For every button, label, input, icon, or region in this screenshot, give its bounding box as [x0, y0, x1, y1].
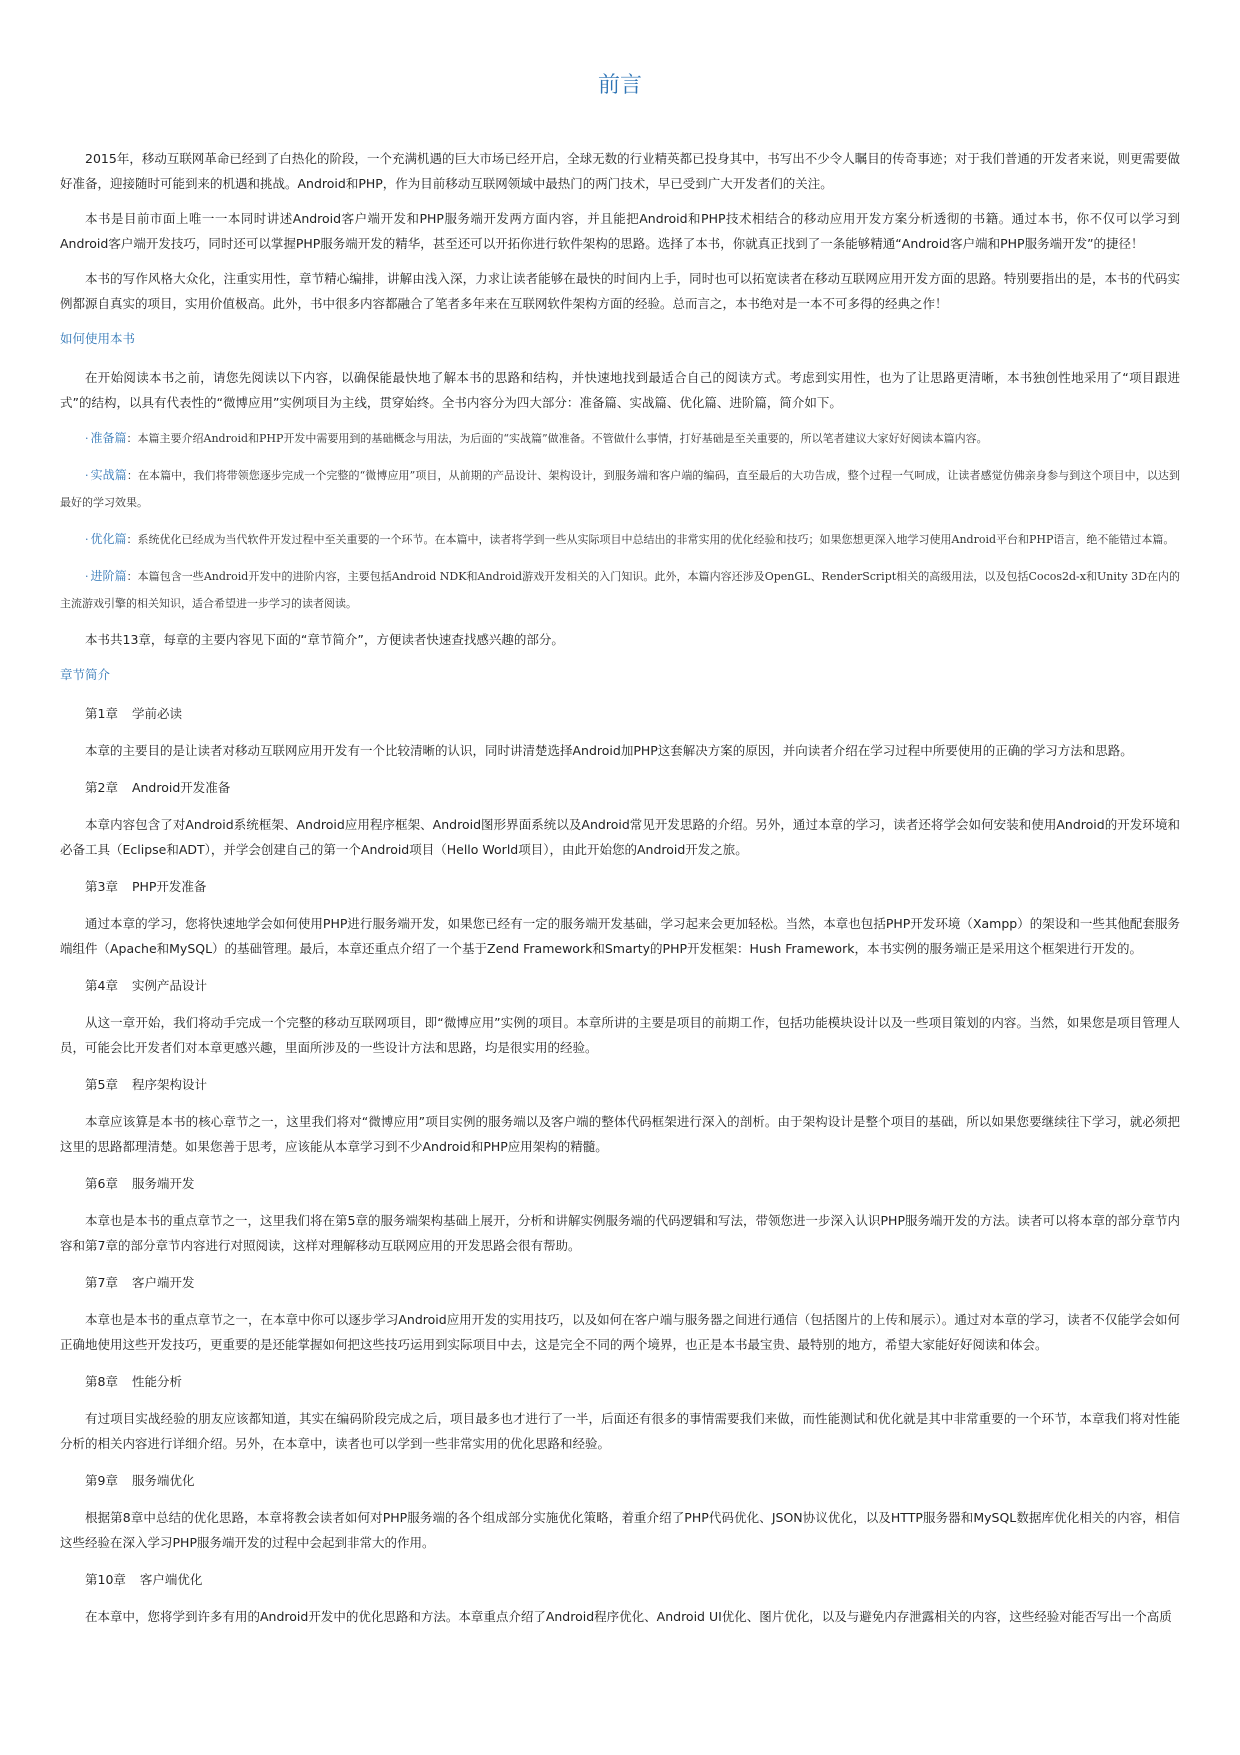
- chapter-name: 客户端开发: [131, 1275, 195, 1290]
- chapter-description: 通过本章的学习，您将快速地学会如何使用PHP进行服务端开发，如果您已经有一定的服务端开发基础，学习起来会更加轻松。当然，本章也包括PHP开发环境（Xampp）的架设和一些其他配套服务端组件（Apache和MySQL）的基础管理。最后，本章还重点介绍了一个基于Zend Framework和Smarty的PHP开发框架：Hush Framework，本书实例的服务端正是采用这个框架进行开发的。: [60, 916, 1180, 956]
- chapter-number: 第3章: [85, 879, 118, 894]
- part-item: [60, 462, 1180, 516]
- chapter-name: 服务端优化: [131, 1473, 195, 1488]
- chapter-number: 第1章: [85, 706, 118, 721]
- document-page: [60, 0, 1180, 1641]
- bullet-icon: ·: [85, 432, 89, 445]
- part-text: 本篇主要介绍Android和PHP开发中需要用到的基础概念与用法，为后面的“实战篇”做准备。不管做什么事情，打好基础是至关重要的，所以笔者建议大家好好阅读本篇内容。: [137, 432, 988, 445]
- part-separator: ：: [126, 432, 138, 445]
- chapter-name: 客户端优化: [139, 1572, 203, 1587]
- section-heading-chapters: 章节简介: [60, 667, 111, 682]
- chapter-title: [60, 775, 1180, 800]
- part-name: 准备篇: [90, 431, 127, 445]
- chapter-title: [60, 1072, 1180, 1097]
- chapter-number: 第6章: [85, 1176, 118, 1191]
- bullet-icon: ·: [85, 469, 89, 482]
- chapter-description: 本章内容包含了对Android系统框架、Android应用程序框架、Android图形界面系统以及Android常见开发思路的介绍。另外，通过本章的学习，读者还将学会如何安装和使用Android的开发环境和必备工具（Eclipse和ADT），并学会创建自己的第一个Android项目（Hello World项目），由此开始您的Android开发之旅。: [60, 817, 1180, 857]
- chapter-number: 第2章: [85, 780, 118, 795]
- chapter-title: [60, 973, 1180, 998]
- part-item: [60, 526, 1180, 553]
- intro-paragraph: 本书的写作风格大众化，注重实用性，章节精心编排，讲解由浅入深，力求让读者能够在最快的时间内上手，同时也可以拓宽读者在移动互联网应用开发方面的思路。特别要指出的是，本书的代码实例都源自真实的项目，实用价值极高。此外，书中很多内容都融合了笔者多年来在互联网软件架构方面的经验。总而言之，本书绝对是一本不可多得的经典之作！: [60, 271, 1180, 311]
- chapter-name: 学前必读: [131, 706, 182, 721]
- part-item: [60, 425, 1180, 452]
- chapter-title: [60, 1369, 1180, 1394]
- chapter-name: 服务端开发: [131, 1176, 195, 1191]
- bullet-icon: ·: [85, 570, 89, 583]
- chapter-title: [60, 1468, 1180, 1493]
- part-name: 进阶篇: [90, 569, 127, 583]
- chapter-number: 第9章: [85, 1473, 118, 1488]
- intro-paragraph: 2015年，移动互联网革命已经到了白热化的阶段，一个充满机遇的巨大市场已经开启，全球无数的行业精英都已投身其中，书写出不少令人瞩目的传奇事迹；对于我们普通的开发者来说，则更需要做好准备，迎接随时可能到来的机遇和挑战。Android和PHP，作为目前移动互联网领域中最热门的两门技术，早已受到广大开发者们的关注。: [60, 151, 1180, 191]
- part-separator: ：: [126, 570, 138, 583]
- chapter-description: 在本章中，您将学到许多有用的Android开发中的优化思路和方法。本章重点介绍了Android程序优化、Android UI优化、图片优化，以及与避免内存泄露相关的内容，这些经验对能否写出一个高质: [85, 1609, 1172, 1624]
- part-name: 优化篇: [90, 532, 127, 546]
- intro-paragraph: 本书是目前市面上唯一一本同时讲述Android客户端开发和PHP服务端开发两方面内容，并且能把Android和PHP技术相结合的移动应用开发方案分析透彻的书籍。通过本书，你不仅可以学习到Android客户端开发技巧，同时还可以掌握PHP服务端开发的精华，甚至还可以开拓你进行软件架构的思路。选择了本书，你就真正找到了一条能够精通“Android客户端和PHP服务端开发”的捷径！: [60, 211, 1180, 251]
- chapter-name: PHP开发准备: [131, 879, 207, 894]
- chapter-name: 实例产品设计: [131, 978, 207, 993]
- chapter-title: [60, 701, 1180, 726]
- intro-section: [60, 146, 1180, 316]
- chapter-description: 从这一章开始，我们将动手完成一个完整的移动互联网项目，即“微博应用”实例的项目。本章所讲的主要是项目的前期工作，包括功能模块设计以及一些项目策划的内容。当然，如果您是项目管理人员，可能会比开发者们对本章更感兴趣，里面所涉及的一些设计方法和思路，均是很实用的经验。: [60, 1015, 1180, 1055]
- chapter-title: [60, 874, 1180, 899]
- chapter-name: Android开发准备: [131, 780, 231, 795]
- chapter-description: 本章的主要目的是让读者对移动互联网应用开发有一个比较清晰的认识，同时讲清楚选择Android加PHP这套解决方案的原因，并向读者介绍在学习过程中所要使用的正确的学习方法和思路。: [85, 743, 1133, 758]
- chapter-description: 本章也是本书的重点章节之一，在本章中你可以逐步学习Android应用开发的实用技巧，以及如何在客户端与服务器之间进行通信（包括图片的上传和展示）。通过对本章的学习，读者不仅能学会如何正确地使用这些开发技巧，更重要的是还能掌握如何把这些技巧运用到实际项目中去，这是完全不同的两个境界，也正是本书最宝贵、最特别的地方，希望大家能好好阅读和体会。: [60, 1312, 1180, 1352]
- page-title: 前言: [597, 73, 642, 98]
- part-text: 系统优化已经成为当代软件开发过程中至关重要的一个环节。在本篇中，读者将学到一些从实际项目中总结出的非常实用的优化经验和技巧；如果您想更深入地学习使用Android平台和PHP语言，绝不能错过本篇。: [137, 533, 1175, 546]
- chapter-list: [60, 701, 1180, 1629]
- part-name: 实战篇: [90, 468, 127, 482]
- chapter-number: 第5章: [85, 1077, 118, 1092]
- chapter-name: 程序架构设计: [131, 1077, 207, 1092]
- section-heading-howto: 如何使用本书: [60, 331, 136, 346]
- chapter-number: 第7章: [85, 1275, 118, 1290]
- chapter-name: 性能分析: [131, 1374, 182, 1389]
- chapter-title: [60, 1171, 1180, 1196]
- howto-intro: 在开始阅读本书之前，请您先阅读以下内容，以确保能最快地了解本书的思路和结构，并快速地找到最适合自己的阅读方式。考虑到实用性，也为了让思路更清晰，本书独创性地采用了“项目跟进式”的结构，以具有代表性的“微博应用”实例项目为主线，贯穿始终。全书内容分为四大部分：准备篇、实战篇、优化篇、进阶篇，简介如下。: [60, 370, 1180, 410]
- chapter-number: 第4章: [85, 978, 118, 993]
- part-separator: ：: [126, 469, 138, 482]
- chapter-description: 有过项目实战经验的朋友应该都知道，其实在编码阶段完成之后，项目最多也才进行了一半，后面还有很多的事情需要我们来做，而性能测试和优化就是其中非常重要的一个环节，本章我们将对性能分析的相关内容进行详细介绍。另外，在本章中，读者也可以学到一些非常实用的优化思路和经验。: [60, 1411, 1180, 1451]
- chapter-description: 根据第8章中总结的优化思路，本章将教会读者如何对PHP服务端的各个组成部分实施优化策略，着重介绍了PHP代码优化、JSON协议优化，以及HTTP服务器和MySQL数据库优化相关的内容，相信这些经验在深入学习PHP服务端开发的过程中会起到非常大的作用。: [60, 1510, 1180, 1550]
- howto-summary: 本书共13章，每章的主要内容见下面的“章节简介”，方便读者快速查找感兴趣的部分。: [85, 632, 564, 647]
- chapter-number: 第8章: [85, 1374, 118, 1389]
- chapter-description: 本章也是本书的重点章节之一，这里我们将在第5章的服务端架构基础上展开，分析和讲解实例服务端的代码逻辑和写法，带领您进一步深入认识PHP服务端开发的方法。读者可以将本章的部分章节内容和第7章的部分章节内容进行对照阅读，这样对理解移动互联网应用的开发思路会很有帮助。: [60, 1213, 1180, 1253]
- part-item: [60, 563, 1180, 617]
- part-text: 本篇包含一些Android开发中的进阶内容，主要包括Android NDK和Android游戏开发相关的入门知识。此外，本篇内容还涉及OpenGL、RenderScript相关的高级用法，以及包括Cocos2d-x和Unity 3D在内的主流游戏引擎的相关知识，适合希望进一步学习的读者阅读。: [60, 570, 1180, 610]
- chapter-title: [60, 1270, 1180, 1295]
- bullet-icon: ·: [85, 533, 89, 546]
- part-text: 在本篇中，我们将带领您逐步完成一个完整的“微博应用”项目，从前期的产品设计、架构设计，到服务端和客户端的编码，直至最后的大功告成，整个过程一气呵成，让读者感觉仿佛亲身参与到这个项目中，以达到最好的学习效果。: [60, 469, 1180, 509]
- chapter-title: [60, 1567, 1180, 1592]
- part-separator: ：: [126, 533, 138, 546]
- chapter-number: 第10章: [85, 1572, 126, 1587]
- chapter-description: 本章应该算是本书的核心章节之一，这里我们将对“微博应用”项目实例的服务端以及客户端的整体代码框架进行深入的剖析。由于架构设计是整个项目的基础，所以如果您要继续往下学习，就必须把这里的思路都理清楚。如果您善于思考，应该能从本章学习到不少Android和PHP应用架构的精髓。: [60, 1114, 1180, 1154]
